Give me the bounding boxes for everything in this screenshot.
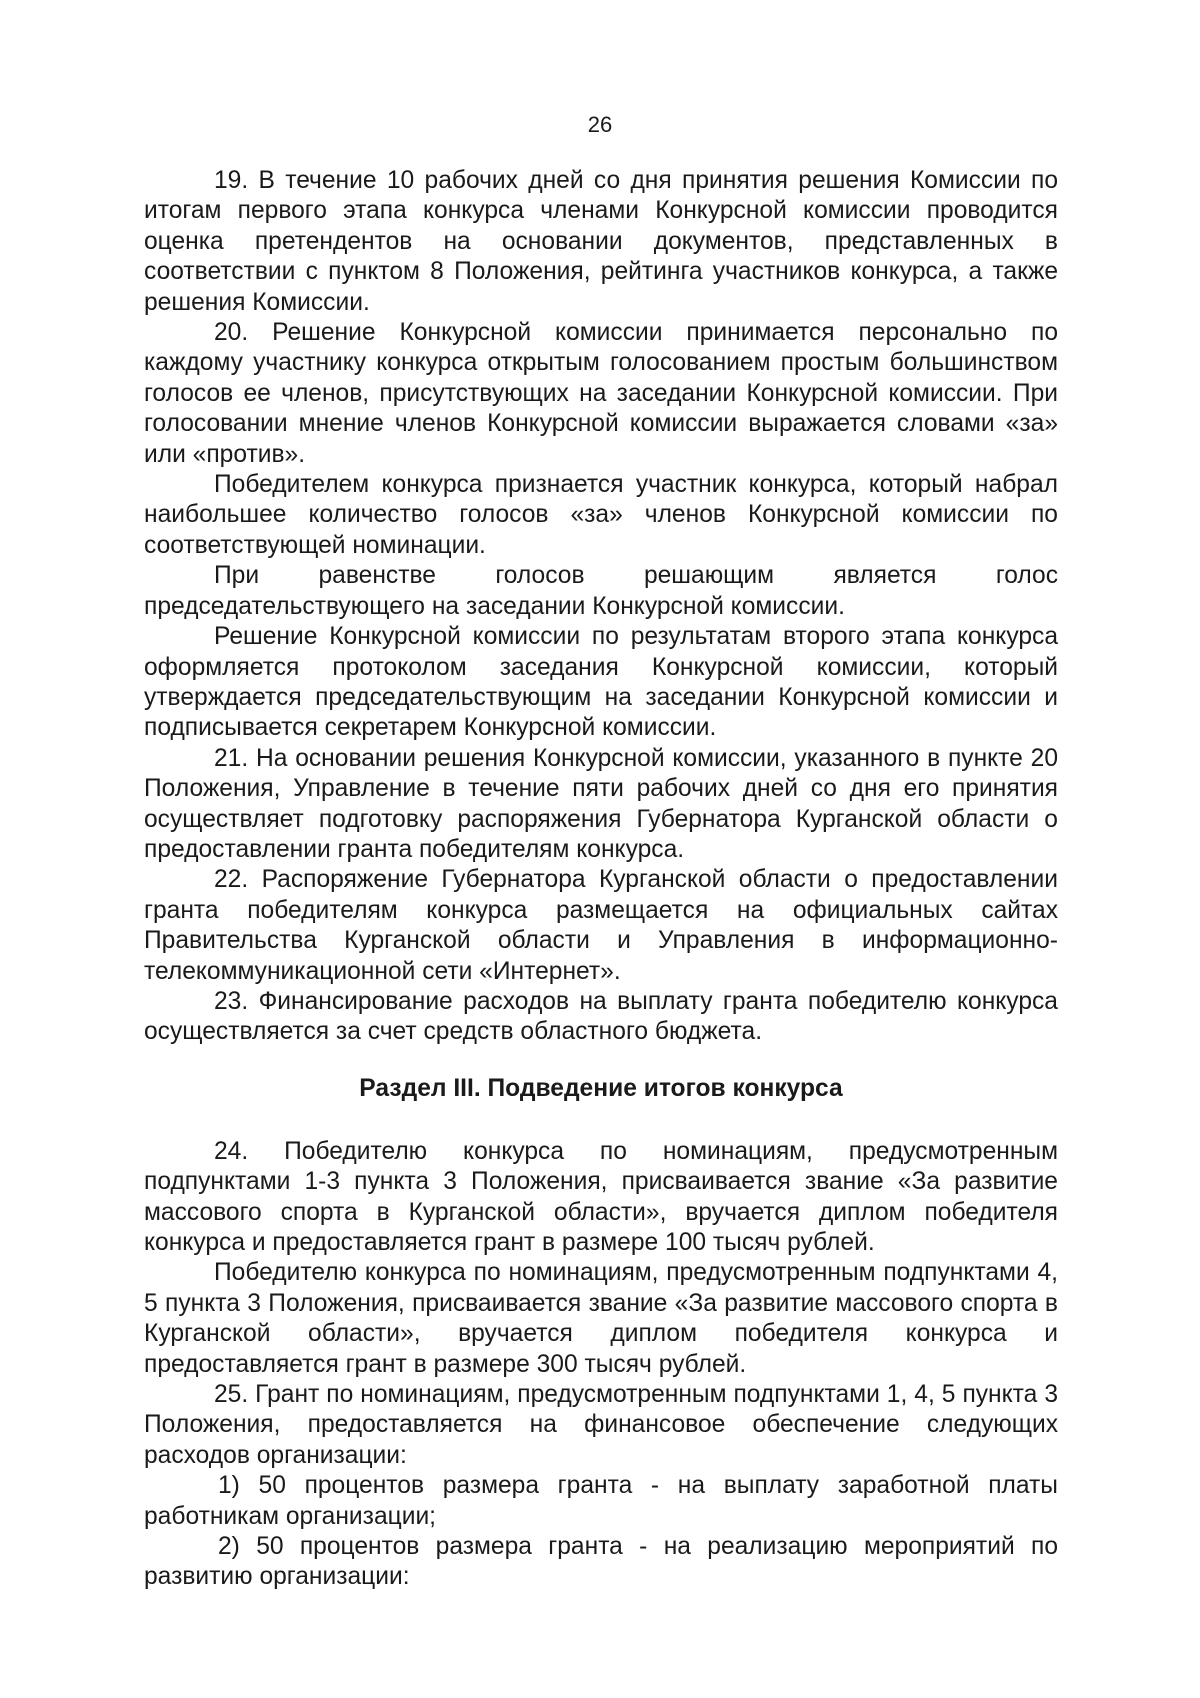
- paragraph-24: 24. Победителю конкурса по номинациям, предусмотренным подпунктами 1-3 пункта 3 Положения, присваивается звание «За развитие массового спорта в Курганской области», вручается диплом победителя конкурса и предоставляется грант в размере 100 тысяч рублей.: [144, 1137, 1058, 1256]
- section-heading: Раздел III. Подведение итогов конкурса: [359, 1074, 843, 1102]
- paragraph-20: 20. Решение Конкурсной комиссии принимается персонально по каждому участнику конкурса открытым голосованием простым большинством голосов ее членов, присутствующих на заседании Конкурсной комиссии. При голосовании мнение членов Конкурсной комиссии выражается словами «за» или «против».: [144, 319, 1058, 468]
- paragraph-25-item-1: 1) 50 процентов размера гранта - на выплату заработной платы работникам организации;: [144, 1472, 1058, 1530]
- page-number: 26: [587, 112, 613, 137]
- paragraph-20-winner: Победителем конкурса признается участник конкурса, который набрал наибольшее количество голосов «за» членов Конкурсной комиссии по соответствующей номинации.: [144, 471, 1058, 559]
- paragraph-21: 21. На основании решения Конкурсной комиссии, указанного в пункте 20 Положения, Управление в течение пяти рабочих дней со дня его принятия осуществляет подготовку распоряжения Губернатора Курганской области о предоставлении гранта победителям конкурса.: [144, 744, 1058, 863]
- paragraph-19: 19. В течение 10 рабочих дней со дня принятия решения Комиссии по итогам первого этапа конкурса членами Конкурсной комиссии проводится оценка претендентов на основании документов, представленных в соответствии с пунктом 8 Положения, рейтинга участников конкурса, а также решения Комиссии.: [144, 167, 1058, 316]
- paragraph-20-tie: При равенстве голосов решающим является голос председательствующего на заседании Конкурсной комиссии.: [144, 562, 1058, 620]
- document-body: [144, 166, 1058, 1593]
- paragraph-23: 23. Финансирование расходов на выплату гранта победителю конкурса осуществляется за счет средств областного бюджета.: [144, 987, 1058, 1046]
- paragraph-22: 22. Распоряжение Губернатора Курганской области о предоставлении гранта победителям конкурса размещается на официальных сайтах Правительства Курганской области и Управления в информационно-телекоммуникационной сети «Интернет».: [144, 866, 1058, 985]
- paragraph-24-second: Победителю конкурса по номинациям, предусмотренным подпунктами 4, 5 пункта 3 Положения, присваивается звание «За развитие массового спорта в Курганской области», вручается диплом победителя конкурса и предоставляется грант в размере 300 тысяч рублей.: [144, 1259, 1058, 1378]
- paragraph-25: 25. Грант по номинациям, предусмотренным подпунктами 1, 4, 5 пункта 3 Положения, предоставляется на финансовое обеспечение следующих расходов организации:: [144, 1381, 1058, 1469]
- paragraph-25-item-2: 2) 50 процентов размера гранта - на реализацию мероприятий по развитию организации:: [144, 1533, 1058, 1591]
- paragraph-20-protocol: Решение Конкурсной комиссии по результатам второго этапа конкурса оформляется протоколом заседания Конкурсной комиссии, который утверждается председательствующим на заседании Конкурсной комиссии и подписывается секретарем Конкурсной комиссии.: [144, 623, 1058, 742]
